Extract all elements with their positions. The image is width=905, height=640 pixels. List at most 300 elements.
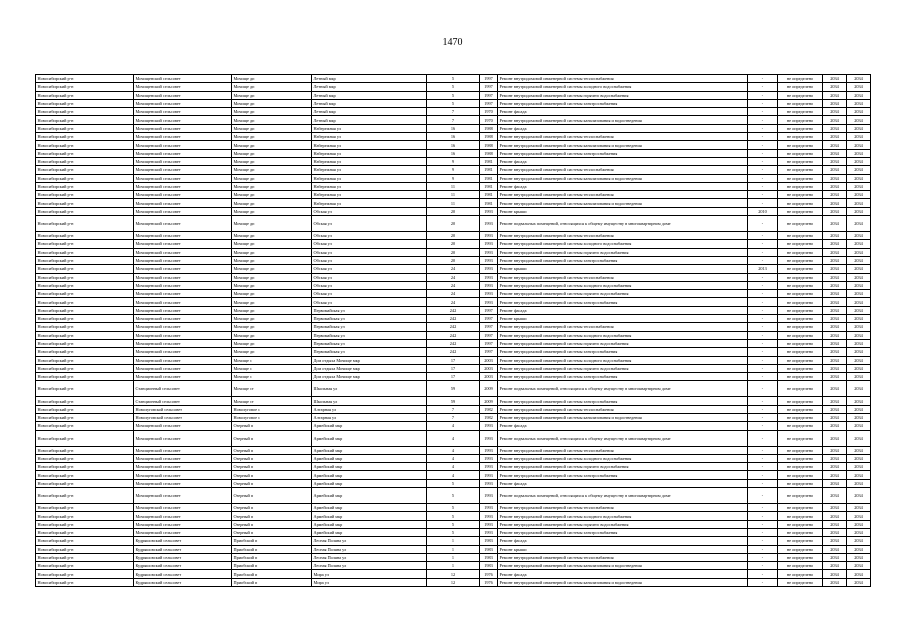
plan-end-cell: 2034 xyxy=(847,430,871,446)
table-row xyxy=(36,537,871,545)
house-number-cell: 17 xyxy=(427,373,480,381)
house-number-cell: 24 xyxy=(427,298,480,306)
plan-start-cell: 2034 xyxy=(823,99,847,107)
last-repair-year-cell: - xyxy=(748,99,778,107)
house-number-cell: 5 xyxy=(427,479,480,487)
plan-end-cell: 2034 xyxy=(847,381,871,397)
table-row xyxy=(36,75,871,83)
street-cell: Армейский мкр xyxy=(312,446,427,454)
settlement-cell: Мочище дп xyxy=(232,290,312,298)
last-repair-year-cell: - xyxy=(748,553,778,561)
district-cell: Новосибирский р-н xyxy=(36,207,134,215)
build-year-cell: 1983 xyxy=(480,545,498,553)
table-row xyxy=(36,281,871,289)
settlement-cell: Мочище дп xyxy=(232,256,312,264)
house-number-cell: 24 xyxy=(427,290,480,298)
plan-start-cell: 2034 xyxy=(823,306,847,314)
repair-schedule-table xyxy=(35,74,871,587)
table-row xyxy=(36,99,871,107)
build-year-cell: 1997 xyxy=(480,315,498,323)
house-number-cell: 5 xyxy=(427,504,480,512)
street-cell: Армейский мкр xyxy=(312,488,427,504)
council-cell: Мочищенский сельсовет xyxy=(134,422,232,430)
last-repair-year-cell: - xyxy=(748,298,778,306)
plan-end-cell: 2034 xyxy=(847,149,871,157)
cost-cell: не определено xyxy=(778,562,823,570)
council-cell: Мочищенский сельсовет xyxy=(134,265,232,273)
district-cell: Новосибирский р-н xyxy=(36,99,134,107)
work-type-cell: Ремонт внутридомовой инженерной системы канализования и водоотведения xyxy=(498,578,748,586)
settlement-cell: Мочище ст xyxy=(232,381,312,397)
last-repair-year-cell: - xyxy=(748,578,778,586)
work-type-cell: Ремонт внутридомовой инженерной системы горячего водоснабжения xyxy=(498,364,748,372)
plan-end-cell: 2034 xyxy=(847,108,871,116)
plan-start-cell: 2034 xyxy=(823,364,847,372)
district-cell: Новосибирский р-н xyxy=(36,479,134,487)
plan-start-cell: 2034 xyxy=(823,216,847,232)
table-row xyxy=(36,91,871,99)
settlement-cell: Мочище дп xyxy=(232,273,312,281)
work-type-cell: Ремонт внутридомовой инженерной системы электроснабжения xyxy=(498,99,748,107)
house-number-cell: 7 xyxy=(427,413,480,421)
last-repair-year-cell: - xyxy=(748,397,778,405)
last-repair-year-cell: - xyxy=(748,430,778,446)
last-repair-year-cell: - xyxy=(748,479,778,487)
street-cell: Обская ул xyxy=(312,273,427,281)
cost-cell: не определено xyxy=(778,578,823,586)
table-row xyxy=(36,553,871,561)
settlement-cell: Мочище дп xyxy=(232,315,312,323)
cost-cell: не определено xyxy=(778,356,823,364)
table-row xyxy=(36,356,871,364)
house-number-cell: 9 xyxy=(427,174,480,182)
council-cell: Мочищенский сельсовет xyxy=(134,216,232,232)
cost-cell: не определено xyxy=(778,446,823,454)
last-repair-year-cell: - xyxy=(748,182,778,190)
last-repair-year-cell: - xyxy=(748,463,778,471)
plan-end-cell: 2034 xyxy=(847,405,871,413)
district-cell: Новосибирский р-н xyxy=(36,545,134,553)
plan-start-cell: 2034 xyxy=(823,315,847,323)
house-number-cell: 16 xyxy=(427,149,480,157)
street-cell: Лесная Поляна ул xyxy=(312,537,427,545)
council-cell: Мочищенский сельсовет xyxy=(134,373,232,381)
council-cell: Мочищенский сельсовет xyxy=(134,471,232,479)
table-row xyxy=(36,520,871,528)
plan-end-cell: 2034 xyxy=(847,373,871,381)
build-year-cell: 1993 xyxy=(480,471,498,479)
cost-cell: не определено xyxy=(778,471,823,479)
cost-cell: не определено xyxy=(778,315,823,323)
street-cell: Набережная ул xyxy=(312,133,427,141)
house-number-cell: 59 xyxy=(427,381,480,397)
cost-cell: не определено xyxy=(778,124,823,132)
district-cell: Новосибирский р-н xyxy=(36,454,134,462)
work-type-cell: Ремонт внутридомовой инженерной системы электроснабжения xyxy=(498,298,748,306)
street-cell: Набережная ул xyxy=(312,124,427,132)
council-cell: Мочищенский сельсовет xyxy=(134,191,232,199)
plan-start-cell: 2034 xyxy=(823,91,847,99)
last-repair-year-cell: - xyxy=(748,256,778,264)
council-cell: Мочищенский сельсовет xyxy=(134,356,232,364)
house-number-cell: 242 xyxy=(427,331,480,339)
plan-start-cell: 2034 xyxy=(823,273,847,281)
district-cell: Новосибирский р-н xyxy=(36,191,134,199)
street-cell: Набережная ул xyxy=(312,174,427,182)
build-year-cell: 1982 xyxy=(480,405,498,413)
settlement-cell: Озерный п xyxy=(232,504,312,512)
plan-end-cell: 2034 xyxy=(847,240,871,248)
table-row xyxy=(36,323,871,331)
district-cell: Новосибирский р-н xyxy=(36,141,134,149)
build-year-cell: 1993 xyxy=(480,504,498,512)
build-year-cell: 1993 xyxy=(480,479,498,487)
council-cell: Мочищенский сельсовет xyxy=(134,479,232,487)
council-cell: Новолуговской сельсовет xyxy=(134,405,232,413)
plan-end-cell: 2034 xyxy=(847,454,871,462)
council-cell: Мочищенский сельсовет xyxy=(134,99,232,107)
settlement-cell: Приобский п xyxy=(232,570,312,578)
council-cell: Мочищенский сельсовет xyxy=(134,331,232,339)
house-number-cell: 1 xyxy=(427,562,480,570)
house-number-cell: 7 xyxy=(427,405,480,413)
district-cell: Новосибирский р-н xyxy=(36,520,134,528)
plan-start-cell: 2034 xyxy=(823,207,847,215)
house-number-cell: 242 xyxy=(427,315,480,323)
plan-start-cell: 2034 xyxy=(823,488,847,504)
plan-end-cell: 2034 xyxy=(847,75,871,83)
district-cell: Новосибирский р-н xyxy=(36,133,134,141)
table-row xyxy=(36,528,871,536)
council-cell: Мочищенский сельсовет xyxy=(134,182,232,190)
work-type-cell: Ремонт фасада xyxy=(498,182,748,190)
cost-cell: не определено xyxy=(778,281,823,289)
plan-end-cell: 2034 xyxy=(847,570,871,578)
last-repair-year-cell: 2013 xyxy=(748,265,778,273)
plan-start-cell: 2034 xyxy=(823,553,847,561)
table-row xyxy=(36,108,871,116)
plan-start-cell: 2034 xyxy=(823,562,847,570)
settlement-cell: Мочище дп xyxy=(232,174,312,182)
house-number-cell: 242 xyxy=(427,306,480,314)
council-cell: Мочищенский сельсовет xyxy=(134,454,232,462)
last-repair-year-cell: - xyxy=(748,413,778,421)
council-cell: Мочищенский сельсовет xyxy=(134,124,232,132)
settlement-cell: Приобский п xyxy=(232,553,312,561)
council-cell: Мочищенский сельсовет xyxy=(134,116,232,124)
last-repair-year-cell: 2010 xyxy=(748,207,778,215)
cost-cell: не определено xyxy=(778,216,823,232)
plan-start-cell: 2034 xyxy=(823,471,847,479)
plan-start-cell: 2034 xyxy=(823,199,847,207)
build-year-cell: 1976 xyxy=(480,570,498,578)
work-type-cell: Ремонт внутридомовой инженерной системы теплоснабжения xyxy=(498,323,748,331)
plan-start-cell: 2034 xyxy=(823,133,847,141)
table-row xyxy=(36,290,871,298)
plan-end-cell: 2034 xyxy=(847,256,871,264)
street-cell: Армейский мкр xyxy=(312,479,427,487)
district-cell: Новосибирский р-н xyxy=(36,356,134,364)
work-type-cell: Ремонт фасада xyxy=(498,124,748,132)
table-row xyxy=(36,232,871,240)
house-number-cell: 20 xyxy=(427,216,480,232)
table-row xyxy=(36,124,871,132)
plan-start-cell: 2034 xyxy=(823,537,847,545)
house-number-cell: 20 xyxy=(427,207,480,215)
street-cell: Армейский мкр xyxy=(312,422,427,430)
cost-cell: не определено xyxy=(778,479,823,487)
work-type-cell: Ремонт крыши xyxy=(498,265,748,273)
cost-cell: не определено xyxy=(778,108,823,116)
plan-start-cell: 2034 xyxy=(823,75,847,83)
district-cell: Новосибирский р-н xyxy=(36,315,134,323)
district-cell: Новосибирский р-н xyxy=(36,75,134,83)
last-repair-year-cell: - xyxy=(748,446,778,454)
street-cell: Первомайская ул xyxy=(312,315,427,323)
council-cell: Мочищенский сельсовет xyxy=(134,430,232,446)
work-type-cell: Ремонт крыши xyxy=(498,315,748,323)
plan-end-cell: 2034 xyxy=(847,397,871,405)
district-cell: Новосибирский р-н xyxy=(36,174,134,182)
last-repair-year-cell: - xyxy=(748,166,778,174)
last-repair-year-cell: - xyxy=(748,405,778,413)
council-cell: Кудряшовский сельсовет xyxy=(134,553,232,561)
district-cell: Новосибирский р-н xyxy=(36,290,134,298)
district-cell: Новосибирский р-н xyxy=(36,166,134,174)
council-cell: Мочищенский сельсовет xyxy=(134,323,232,331)
plan-start-cell: 2034 xyxy=(823,413,847,421)
council-cell: Мочищенский сельсовет xyxy=(134,133,232,141)
work-type-cell: Ремонт внутридомовой инженерной системы электроснабжения xyxy=(498,528,748,536)
plan-start-cell: 2034 xyxy=(823,256,847,264)
cost-cell: не определено xyxy=(778,528,823,536)
settlement-cell: Новолуговое с xyxy=(232,413,312,421)
house-number-cell: 5 xyxy=(427,99,480,107)
plan-start-cell: 2034 xyxy=(823,356,847,364)
council-cell: Мочищенский сельсовет xyxy=(134,348,232,356)
street-cell: Набережная ул xyxy=(312,141,427,149)
district-cell: Новосибирский р-н xyxy=(36,265,134,273)
cost-cell: не определено xyxy=(778,290,823,298)
plan-end-cell: 2034 xyxy=(847,248,871,256)
plan-start-cell: 2034 xyxy=(823,545,847,553)
district-cell: Новосибирский р-н xyxy=(36,306,134,314)
last-repair-year-cell: - xyxy=(748,348,778,356)
build-year-cell: 1997 xyxy=(480,91,498,99)
table-row xyxy=(36,504,871,512)
plan-start-cell: 2034 xyxy=(823,528,847,536)
cost-cell: не определено xyxy=(778,545,823,553)
cost-cell: не определено xyxy=(778,174,823,182)
last-repair-year-cell: - xyxy=(748,373,778,381)
work-type-cell: Ремонт внутридомовой инженерной системы электроснабжения xyxy=(498,397,748,405)
district-cell: Новосибирский р-н xyxy=(36,364,134,372)
plan-end-cell: 2034 xyxy=(847,348,871,356)
build-year-cell: 1997 xyxy=(480,99,498,107)
plan-start-cell: 2034 xyxy=(823,578,847,586)
street-cell: Армейский мкр xyxy=(312,520,427,528)
district-cell: Новосибирский р-н xyxy=(36,553,134,561)
council-cell: Мочищенский сельсовет xyxy=(134,290,232,298)
district-cell: Новосибирский р-н xyxy=(36,157,134,165)
plan-end-cell: 2034 xyxy=(847,364,871,372)
council-cell: Станционный сельсовет xyxy=(134,397,232,405)
house-number-cell: 17 xyxy=(427,356,480,364)
street-cell: Армейский мкр xyxy=(312,512,427,520)
table-row xyxy=(36,373,871,381)
build-year-cell: 1993 xyxy=(480,232,498,240)
cost-cell: не определено xyxy=(778,422,823,430)
council-cell: Станционный сельсовет xyxy=(134,381,232,397)
district-cell: Новосибирский р-н xyxy=(36,281,134,289)
build-year-cell: 1997 xyxy=(480,323,498,331)
last-repair-year-cell: - xyxy=(748,133,778,141)
build-year-cell: 1970 xyxy=(480,108,498,116)
settlement-cell: Приобский п xyxy=(232,578,312,586)
build-year-cell: 2003 xyxy=(480,373,498,381)
house-number-cell: 9 xyxy=(427,157,480,165)
council-cell: Мочищенский сельсовет xyxy=(134,298,232,306)
district-cell: Новосибирский р-н xyxy=(36,471,134,479)
settlement-cell: Мочище дп xyxy=(232,339,312,347)
street-cell: Набережная ул xyxy=(312,191,427,199)
last-repair-year-cell: - xyxy=(748,512,778,520)
house-number-cell: 5 xyxy=(427,83,480,91)
table-row xyxy=(36,454,871,462)
build-year-cell: 1993 xyxy=(480,248,498,256)
settlement-cell: Мочище дп xyxy=(232,124,312,132)
district-cell: Новосибирский р-н xyxy=(36,463,134,471)
build-year-cell: 1997 xyxy=(480,306,498,314)
house-number-cell: 24 xyxy=(427,273,480,281)
plan-start-cell: 2034 xyxy=(823,265,847,273)
last-repair-year-cell: - xyxy=(748,422,778,430)
council-cell: Кудряшовский сельсовет xyxy=(134,570,232,578)
cost-cell: не определено xyxy=(778,537,823,545)
plan-start-cell: 2034 xyxy=(823,570,847,578)
settlement-cell: Новолуговое с xyxy=(232,405,312,413)
house-number-cell: 5 xyxy=(427,512,480,520)
settlement-cell: Мочище дп xyxy=(232,141,312,149)
street-cell: Летный мкр xyxy=(312,75,427,83)
house-number-cell: 5 xyxy=(427,91,480,99)
cost-cell: не определено xyxy=(778,83,823,91)
council-cell: Мочищенский сельсовет xyxy=(134,232,232,240)
work-type-cell: Ремонт внутридомовой инженерной системы канализования и водоотведения xyxy=(498,413,748,421)
street-cell: Армейский мкр xyxy=(312,471,427,479)
settlement-cell: Мочище с xyxy=(232,356,312,364)
house-number-cell: 16 xyxy=(427,133,480,141)
plan-start-cell: 2034 xyxy=(823,149,847,157)
last-repair-year-cell: - xyxy=(748,199,778,207)
council-cell: Мочищенский сельсовет xyxy=(134,108,232,116)
build-year-cell: 1983 xyxy=(480,553,498,561)
settlement-cell: Мочище дп xyxy=(232,306,312,314)
table-row xyxy=(36,364,871,372)
street-cell: Армейский мкр xyxy=(312,504,427,512)
work-type-cell: Ремонт фасада xyxy=(498,306,748,314)
cost-cell: не определено xyxy=(778,157,823,165)
last-repair-year-cell: - xyxy=(748,248,778,256)
council-cell: Мочищенский сельсовет xyxy=(134,315,232,323)
plan-end-cell: 2034 xyxy=(847,157,871,165)
last-repair-year-cell: - xyxy=(748,306,778,314)
plan-end-cell: 2034 xyxy=(847,488,871,504)
district-cell: Новосибирский р-н xyxy=(36,562,134,570)
council-cell: Мочищенский сельсовет xyxy=(134,339,232,347)
table-row xyxy=(36,578,871,586)
council-cell: Мочищенский сельсовет xyxy=(134,306,232,314)
house-number-cell: 242 xyxy=(427,348,480,356)
settlement-cell: Озерный п xyxy=(232,488,312,504)
build-year-cell: 1993 xyxy=(480,216,498,232)
build-year-cell: 1988 xyxy=(480,141,498,149)
plan-end-cell: 2034 xyxy=(847,562,871,570)
work-type-cell: Ремонт внутридомовой инженерной системы горячего водоснабжения xyxy=(498,339,748,347)
table-row xyxy=(36,141,871,149)
house-number-cell: 7 xyxy=(427,116,480,124)
work-type-cell: Ремонт подвальных помещений, относящихся к общему имуществу в многоквартирном доме xyxy=(498,488,748,504)
district-cell: Новосибирский р-н xyxy=(36,488,134,504)
district-cell: Новосибирский р-н xyxy=(36,578,134,586)
build-year-cell: 1993 xyxy=(480,528,498,536)
street-cell: Летный мкр xyxy=(312,99,427,107)
last-repair-year-cell: - xyxy=(748,315,778,323)
house-number-cell: 5 xyxy=(427,488,480,504)
table-body xyxy=(36,75,871,587)
plan-end-cell: 2034 xyxy=(847,232,871,240)
settlement-cell: Мочище дп xyxy=(232,281,312,289)
table-row xyxy=(36,512,871,520)
last-repair-year-cell: - xyxy=(748,124,778,132)
street-cell: Обская ул xyxy=(312,256,427,264)
plan-end-cell: 2034 xyxy=(847,182,871,190)
council-cell: Кудряшовский сельсовет xyxy=(134,578,232,586)
last-repair-year-cell: - xyxy=(748,232,778,240)
table-row xyxy=(36,83,871,91)
district-cell: Новосибирский р-н xyxy=(36,323,134,331)
last-repair-year-cell: - xyxy=(748,141,778,149)
work-type-cell: Ремонт внутридомовой инженерной системы канализования и водоотведения xyxy=(498,174,748,182)
work-type-cell: Ремонт внутридомовой инженерной системы холодного водоснабжения xyxy=(498,83,748,91)
council-cell: Мочищенский сельсовет xyxy=(134,281,232,289)
work-type-cell: Ремонт внутридомовой инженерной системы теплоснабжения xyxy=(498,553,748,561)
settlement-cell: Приобский п xyxy=(232,562,312,570)
work-type-cell: Ремонт внутридомовой инженерной системы теплоснабжения xyxy=(498,504,748,512)
settlement-cell: Мочище дп xyxy=(232,75,312,83)
cost-cell: не определено xyxy=(778,512,823,520)
council-cell: Мочищенский сельсовет xyxy=(134,91,232,99)
build-year-cell: 1981 xyxy=(480,166,498,174)
district-cell: Новосибирский р-н xyxy=(36,570,134,578)
cost-cell: не определено xyxy=(778,381,823,397)
settlement-cell: Мочище дп xyxy=(232,182,312,190)
street-cell: Набережная ул xyxy=(312,149,427,157)
last-repair-year-cell: - xyxy=(748,216,778,232)
cost-cell: не определено xyxy=(778,348,823,356)
table-row xyxy=(36,413,871,421)
settlement-cell: Мочище ст xyxy=(232,397,312,405)
table-row xyxy=(36,182,871,190)
table-row xyxy=(36,298,871,306)
settlement-cell: Мочище дп xyxy=(232,149,312,157)
house-number-cell: 12 xyxy=(427,570,480,578)
street-cell: Дом отдыха Мочище мкр xyxy=(312,356,427,364)
settlement-cell: Мочище дп xyxy=(232,232,312,240)
district-cell: Новосибирский р-н xyxy=(36,446,134,454)
table-row xyxy=(36,199,871,207)
work-type-cell: Ремонт внутридомовой инженерной системы теплоснабжения xyxy=(498,273,748,281)
